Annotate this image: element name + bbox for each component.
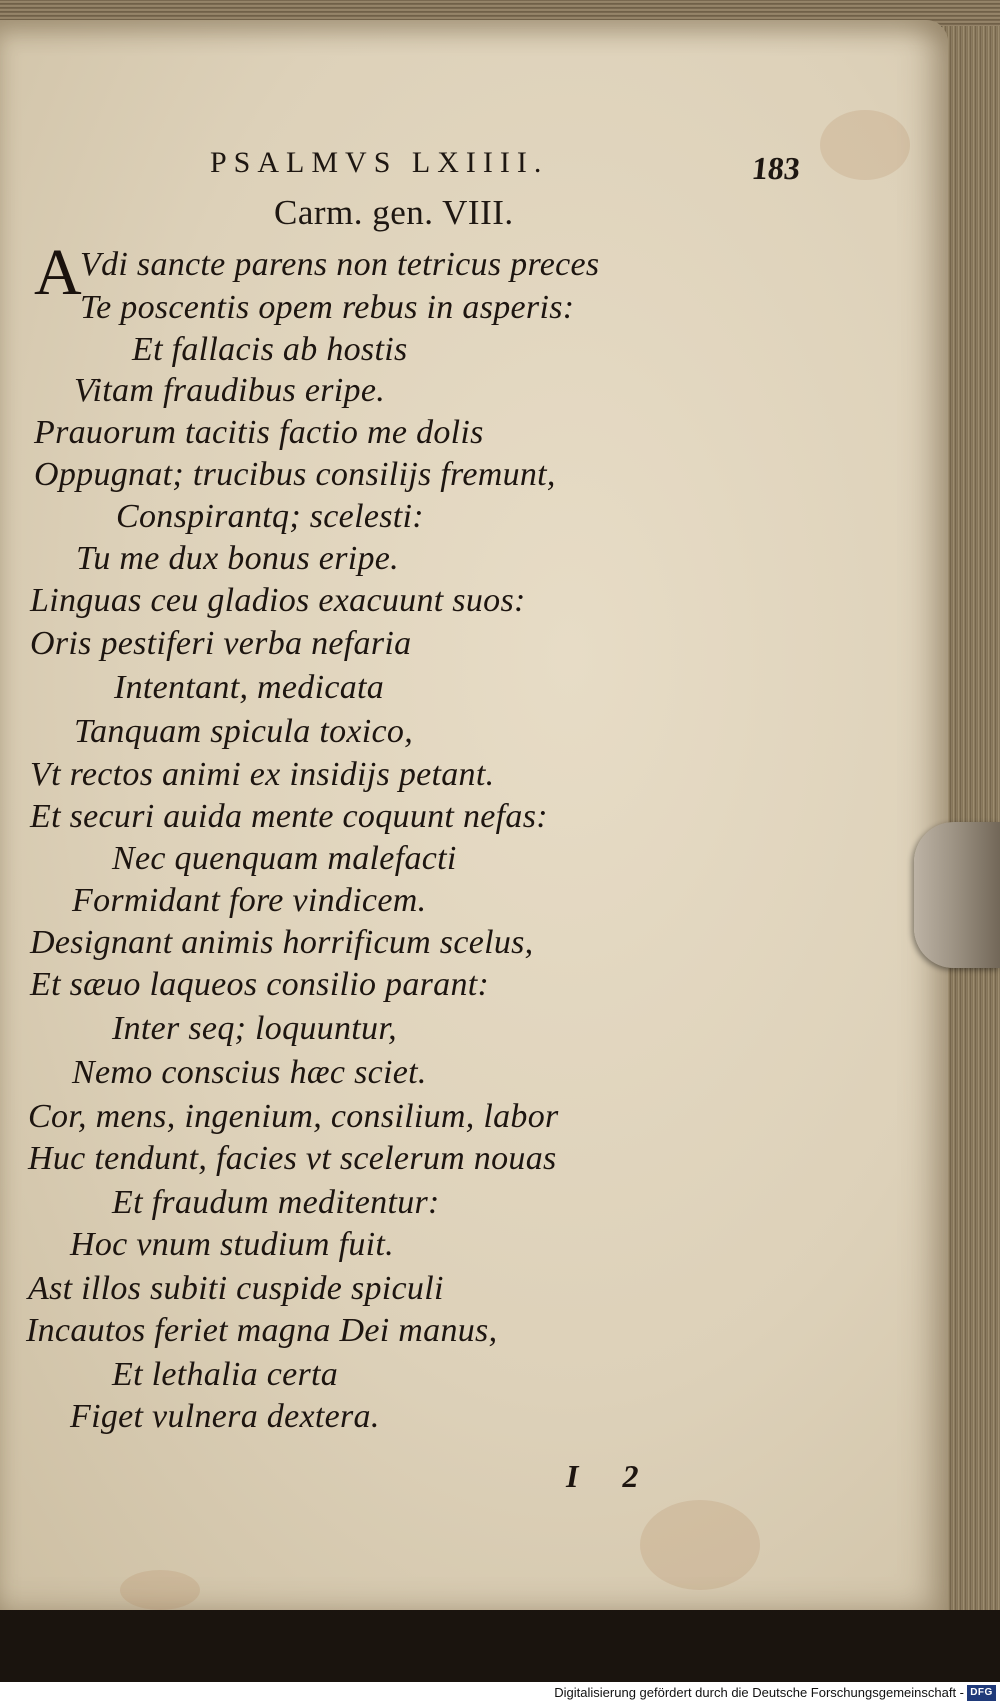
verse-line: Et lethalia certa [112,1356,339,1393]
verse-line: Conspirantq; scelesti: [116,498,424,535]
verse-line: Hoc vnum studium fuit. [70,1226,394,1263]
digitization-footer [0,1682,1000,1705]
page-number: 183 [750,150,802,186]
verse-line: Nec quenquam malefacti [112,840,457,877]
foxing-stain [820,110,910,180]
drop-cap: A [34,236,82,309]
running-header: PSALMVS LXIIII. [210,146,549,179]
verse-line: Figet vulnera dextera. [70,1398,380,1435]
verse-line: Intentant, medicata [114,669,385,706]
meter-subtitle: Carm. gen. VIII. [274,193,514,232]
verse-line: Te poscentis opem rebus in asperis: [80,289,575,326]
verse-line: Et securi auida mente coquunt nefas: [30,798,548,835]
verse-line: Huc tendunt, facies vt scelerum nouas [28,1140,557,1177]
verse-line: Tu me dux bonus eripe. [76,540,399,577]
foxing-stain [640,1500,760,1590]
verse-line: Cor, mens, ingenium, consilium, labor [28,1098,559,1135]
verse-line: Nemo conscius hæc sciet. [72,1054,427,1091]
verse-line: Et fallacis ab hostis [132,331,408,368]
dfg-logo: DFG [967,1685,996,1701]
verse-line: Oppugnat; trucibus consilijs fremunt, [34,456,556,493]
verse-line: Prauorum tacitis factio me dolis [34,414,484,451]
verse-line: Incautos feriet magna Dei manus, [26,1312,498,1349]
foxing-stain [120,1570,200,1610]
verse-line: Tanquam spicula toxico, [74,713,414,750]
verse-line: Ast illos subiti cuspide spiculi [28,1270,444,1307]
page-clip-tab [914,822,1000,968]
verse-line: Et sæuo laqueos consilio parant: [30,966,490,1003]
signature-mark: I 2 [566,1458,657,1494]
verse-line: Oris pestiferi verba nefaria [30,625,412,662]
verse-line: Vitam fraudibus eripe. [74,372,386,409]
verse-line: Inter seq; loquuntur, [112,1010,397,1047]
verse-line: Vdi sancte parens non tetricus preces [80,246,600,283]
verse-line: Et fraudum meditentur: [112,1184,440,1221]
book-page-edges [942,0,1000,1610]
footer-credit-text: Digitalisierung gefördert durch die Deutsche Forschungsgemeinschaft - [554,1685,964,1700]
verse-line: Designant animis horrificum scelus, [30,924,534,961]
verse-line: Formidant fore vindicem. [72,882,427,919]
verse-line: Linguas ceu gladios exacuunt suos: [30,582,526,619]
verse-line: Vt rectos animi ex insidijs petant. [30,756,495,793]
